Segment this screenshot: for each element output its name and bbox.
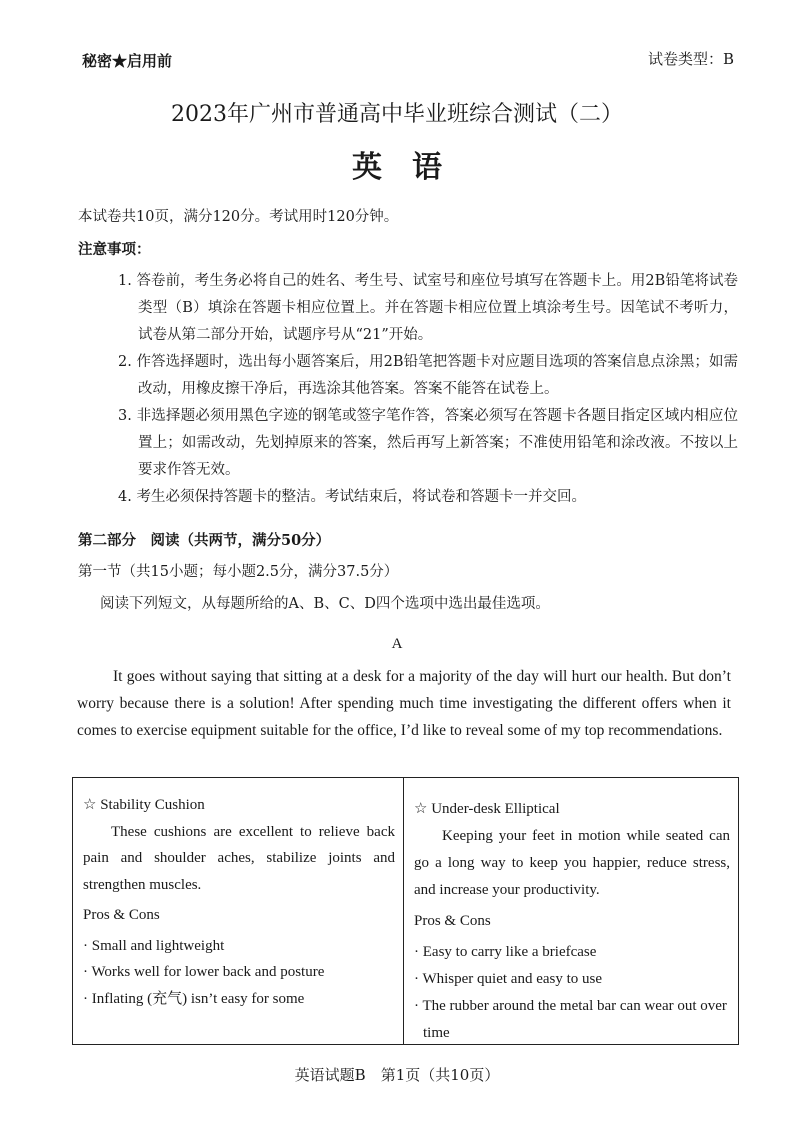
passage-letter: A bbox=[391, 636, 403, 652]
item-description: Keeping your feet in motion while seated can go a long way to keep you happier, reduce stress, and increase your productivity. bbox=[414, 828, 730, 898]
paper-type-label: 试卷类型：B bbox=[647, 50, 734, 68]
page-footer: 英语试题B 第1页（共10页） bbox=[294, 1066, 500, 1084]
pros-cons-item: · Inflating (充气) isn’t easy for some bbox=[83, 990, 305, 1007]
pros-cons-label: Pros & Cons bbox=[414, 913, 491, 929]
confidential-label: 秘密★启用前 bbox=[82, 52, 173, 70]
exam-title: 2023年广州市普通高中毕业班综合测试（二） bbox=[171, 102, 623, 127]
equipment-table bbox=[72, 777, 739, 1045]
item-title: ☆ Under-desk Elliptical bbox=[414, 801, 560, 817]
passage-paragraph: It goes without saying that sitting at a desk for a majority of the day will hurt our health. But don’t worry because there is a solution! After spending much time investigating the different offers when it comes to exercise equipment suitable for the office, I’d like to reveal some of my top recommendations. bbox=[77, 668, 731, 739]
part2-heading: 第二部分 阅读（共两节，满分50分） bbox=[78, 532, 331, 549]
subject-title: 英语 bbox=[352, 150, 472, 185]
notice-item: 1. 答卷前，考生务必将自己的姓名、考生号、试室号和座位号填写在答题卡上。用2B铅笔将试卷类型（B）填涂在答题卡相应位置上。并在答题卡相应位置上填涂考生号。因笔试不考听力，试卷从第二部分开始，试题序号从“21”开始。 bbox=[118, 273, 738, 343]
pros-cons-item: · Small and lightweight bbox=[83, 937, 225, 954]
item-description: These cushions are excellent to relieve back pain and shoulder aches, stabilize joints and strengthen muscles. bbox=[83, 823, 395, 893]
pros-cons-item: · Easy to carry like a briefcase bbox=[414, 944, 597, 960]
section1-heading: 第一节（共15小题；每小题2.5分，满分37.5分） bbox=[78, 564, 399, 580]
pros-cons-label: Pros & Cons bbox=[83, 907, 160, 923]
notice-list bbox=[118, 268, 738, 511]
pros-cons-item: · Whisper quiet and easy to use bbox=[414, 971, 603, 987]
reading-instruction: 阅读下列短文，从每题所给的A、B、C、D四个选项中选出最佳选项。 bbox=[100, 596, 550, 612]
pros-cons-item: · Works well for lower back and posture bbox=[83, 964, 325, 980]
pros-cons-item: · The rubber around the metal bar can wear out over time bbox=[414, 998, 727, 1041]
item-title: ☆ Stability Cushion bbox=[83, 797, 205, 813]
cell-stability-cushion bbox=[73, 778, 404, 1044]
notice-item: 2. 作答选择题时，选出每小题答案后，用2B铅笔把答题卡对应题目选项的答案信息点涂黑；如需改动，用橡皮擦干净后，再选涂其他答案。答案不能答在试卷上。 bbox=[118, 354, 738, 397]
notice-heading: 注意事项： bbox=[78, 241, 151, 258]
notice-item: 3. 非选择题必须用黑色字迹的钢笔或签字笔作答，答案必须写在答题卡各题目指定区域内相应位置上；如需改动，先划掉原来的答案，然后再写上新答案；不准使用铅笔和涂改液。不按以上要求作答无效。 bbox=[118, 408, 738, 478]
exam-intro: 本试卷共10页，满分120分。考试用时120分钟。 bbox=[78, 209, 399, 225]
notice-item: 4. 考生必须保持答题卡的整洁。考试结束后，将试卷和答题卡一并交回。 bbox=[118, 489, 586, 505]
cell-under-desk-elliptical bbox=[404, 778, 738, 1044]
